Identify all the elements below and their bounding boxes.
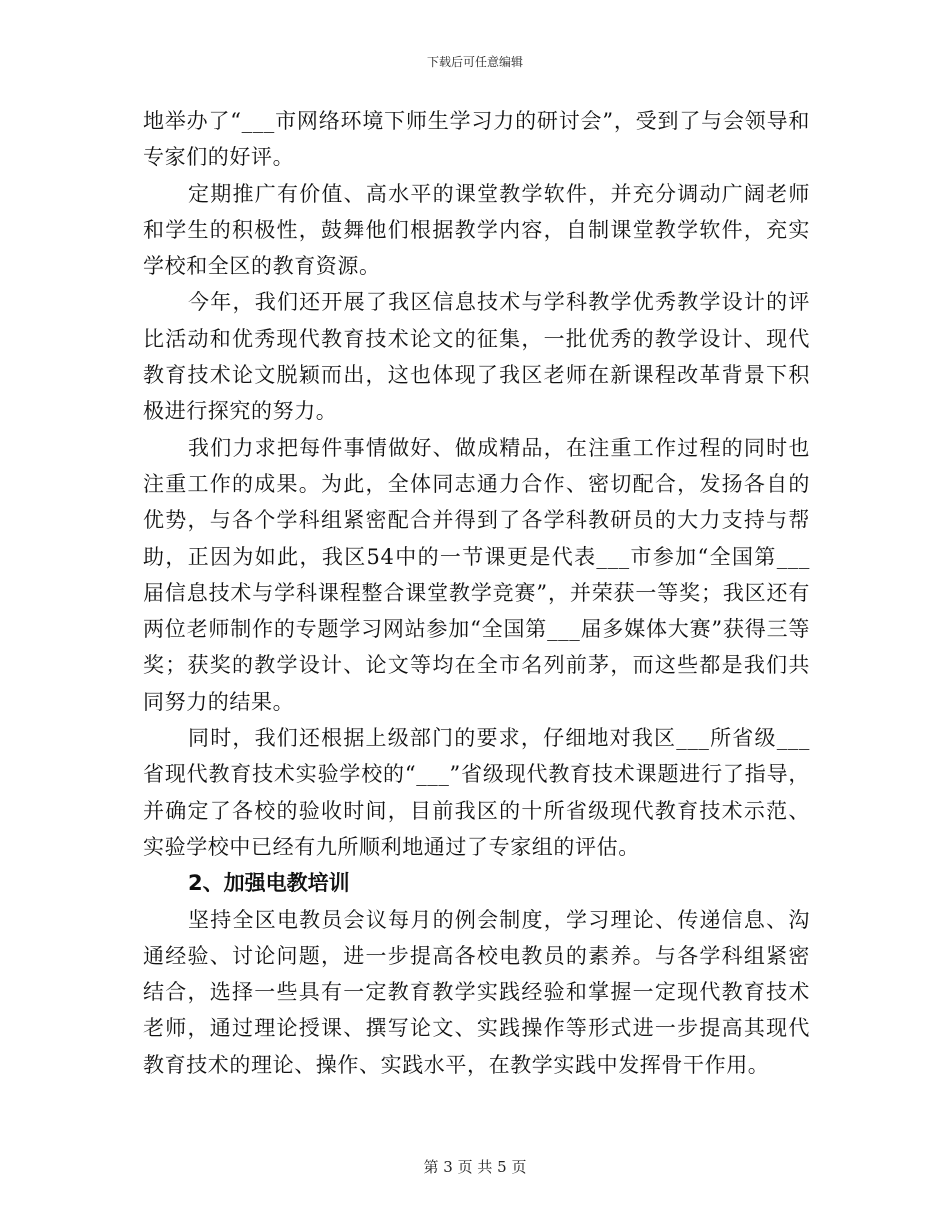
paragraph-teaching-software: 定期推广有价值、高水平的课堂教学软件，并充分调动广阔老师和学生的积极性，鼓舞他们根据教学内容，自制课堂教学软件，充实学校和全区的教育资源。 [143,181,810,279]
paragraph-project-guidance: 同时，我们还根据上级部门的要求，仔细地对我区___所省级___省现代教育技术实验学校的“___”省级现代教育技术课题进行了指导，并确定了各校的验收时间，目前我区的十所省级现代教育技术示范、实验学校中已经有九所顺利地通过了专家组的评估。 [143,726,810,859]
paragraph-achievements: 我们力求把每件事情做好、做成精品，在注重工作过程的同时也注重工作的成果。为此，全体同志通力合作、密切配合，发扬各自的优势，与各个学科组紧密配合并得到了各学科教研员的大力支持与帮助，正因为如此，我区54中的一节课更是代表___市参加“全国第___届信息技术与学科课程整合课堂教学竞赛”，并荣获一等奖；我区还有两位老师制作的专题学习网站参加“全国第___届多媒体大赛”获得三等奖；获奖的教学设计、论文等均在全市名列前茅，而这些都是我们共同努力的结果。 [143,435,810,714]
document-body [143,103,810,1083]
paragraph-design-competition: 今年，我们还开展了我区信息技术与学科教学优秀教学设计的评比活动和优秀现代教育技术论文的征集，一批优秀的教学设计、现代教育技术论文脱颖而出，这也体现了我区老师在新课程改革背景下积极进行探究的努力。 [143,290,810,424]
paragraph-training: 坚持全区电教员会议每月的例会制度，学习理论、传递信息、沟通经验、讨论问题，进一步提高各校电教员的素养。与各学科组紧密结合，选择一些具有一定教育教学实践经验和掌握一定现代教育技术老师，通过理论授课、撰写论文、实践操作等形式进一步提高其现代教育技术的理论、操作、实践水平，在教学实践中发挥骨干作用。 [143,907,810,1077]
page-footer: 第 3 页 共 5 页 [423,1158,527,1176]
page-header: 下载后可任意编辑 [426,55,523,69]
section-heading-training: 2、加强电教培训 [188,871,350,896]
paragraph-continuation: 地举办了“___市网络环境下师生学习力的研讨会”，受到了与会领导和专家们的好评。 [143,109,810,170]
